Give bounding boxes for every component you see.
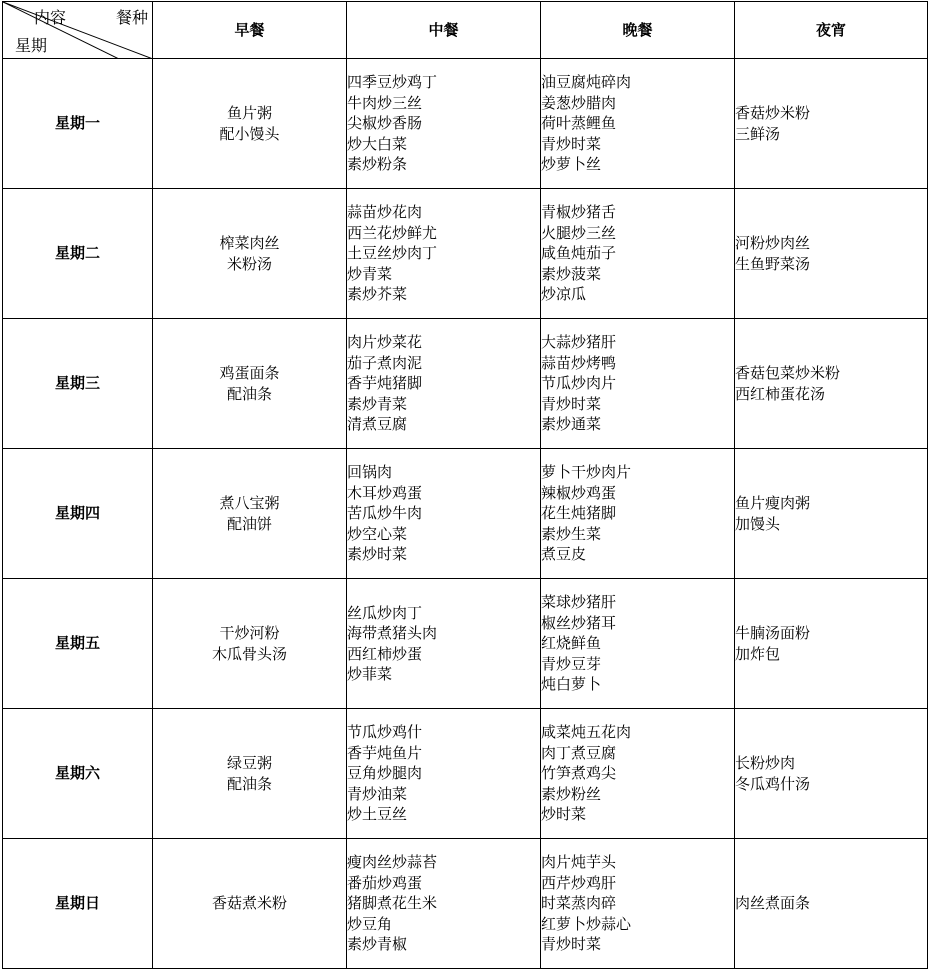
lunch-dish-list bbox=[347, 852, 540, 955]
dish-item: 回锅肉 bbox=[347, 463, 393, 482]
dish-item: 茄子煮肉泥 bbox=[347, 353, 423, 372]
dish-item: 鸡蛋面条 bbox=[219, 364, 280, 382]
dish-item: 素炒芥菜 bbox=[347, 285, 408, 304]
dish-item: 木瓜骨头汤 bbox=[211, 644, 287, 663]
supper-cell bbox=[735, 709, 928, 839]
dish-item: 炒时菜 bbox=[541, 805, 587, 824]
dish-item: 米粉汤 bbox=[226, 254, 272, 273]
dish-item: 清煮豆腐 bbox=[347, 415, 408, 434]
breakfast-cell bbox=[153, 839, 347, 969]
dish-item: 红烧鲜鱼 bbox=[541, 634, 602, 653]
dinner-cell bbox=[541, 579, 735, 709]
dish-item: 香菇包菜炒米粉 bbox=[735, 364, 841, 382]
dish-item: 青炒豆芽 bbox=[541, 654, 602, 673]
dish-item: 鱼片粥 bbox=[226, 104, 272, 122]
dish-item: 素炒通菜 bbox=[541, 415, 602, 434]
breakfast-dish-list bbox=[153, 363, 346, 404]
dinner-dish-list bbox=[541, 332, 734, 435]
dish-item: 鱼片瘦肉粥 bbox=[735, 494, 811, 512]
header-breakfast: 早餐 bbox=[153, 2, 347, 59]
dish-item: 咸鱼炖茄子 bbox=[541, 244, 617, 263]
dish-item: 素炒粉丝 bbox=[541, 784, 602, 803]
weekly-meal-table bbox=[2, 1, 928, 969]
dish-item: 猪脚煮花生米 bbox=[347, 894, 438, 913]
lunch-cell bbox=[347, 709, 541, 839]
table-row bbox=[3, 709, 928, 839]
dish-item: 豆角炒腿肉 bbox=[347, 764, 423, 783]
dish-item: 炒菲菜 bbox=[347, 665, 393, 683]
breakfast-dish-list bbox=[153, 893, 346, 914]
dish-item: 竹笋煮鸡尖 bbox=[541, 764, 617, 783]
weekday-label: 星期日 bbox=[3, 839, 153, 969]
dish-item: 绿豆粥 bbox=[226, 754, 272, 772]
dish-item: 炒土豆丝 bbox=[347, 805, 408, 824]
lunch-cell bbox=[347, 59, 541, 189]
dish-item: 萝卜干炒肉片 bbox=[541, 463, 632, 482]
dish-item: 炒空心菜 bbox=[347, 524, 408, 543]
dish-item: 海带煮猪头肉 bbox=[347, 624, 438, 642]
dish-item: 香芋炖鱼片 bbox=[347, 743, 423, 762]
corner-label-meal-type: 餐种 bbox=[115, 8, 148, 27]
weekday-label: 星期三 bbox=[3, 319, 153, 449]
supper-dish-list bbox=[735, 103, 927, 144]
table-row bbox=[3, 189, 928, 319]
dish-item: 尖椒炒香肠 bbox=[347, 114, 423, 133]
dish-item: 姜葱炒腊肉 bbox=[541, 93, 617, 112]
dinner-cell bbox=[541, 189, 735, 319]
dish-item: 青炒时菜 bbox=[541, 935, 602, 954]
dish-item: 丝瓜炒肉丁 bbox=[347, 603, 423, 622]
dish-item: 配油条 bbox=[226, 384, 272, 403]
supper-cell bbox=[735, 59, 928, 189]
breakfast-cell bbox=[153, 319, 347, 449]
supper-dish-list bbox=[735, 623, 927, 664]
dish-item: 牛腩汤面粉 bbox=[735, 624, 811, 642]
dish-item: 西兰花炒鲜尤 bbox=[347, 223, 438, 242]
dish-item: 节瓜炒鸡什 bbox=[347, 723, 423, 742]
corner-diagonal-header bbox=[3, 2, 153, 59]
dish-item: 荷叶蒸鲤鱼 bbox=[541, 114, 617, 133]
dish-item: 河粉炒肉丝 bbox=[735, 234, 811, 252]
dish-item: 辣椒炒鸡蛋 bbox=[541, 483, 617, 502]
breakfast-dish-list bbox=[153, 493, 346, 534]
lunch-dish-list bbox=[347, 202, 540, 305]
breakfast-cell bbox=[153, 59, 347, 189]
dish-item: 木耳炒鸡蛋 bbox=[347, 483, 423, 502]
dish-item: 三鲜汤 bbox=[735, 124, 781, 143]
breakfast-cell bbox=[153, 579, 347, 709]
dish-item: 节瓜炒肉片 bbox=[541, 374, 617, 393]
dish-item: 加炸包 bbox=[735, 644, 781, 663]
supper-cell bbox=[735, 189, 928, 319]
dish-item: 肉片炒菜花 bbox=[347, 333, 423, 352]
dinner-dish-list bbox=[541, 852, 734, 955]
dish-item: 青炒油菜 bbox=[347, 784, 408, 803]
dish-item: 炒萝卜丝 bbox=[541, 155, 602, 174]
weekday-label: 星期二 bbox=[3, 189, 153, 319]
weekday-label: 星期五 bbox=[3, 579, 153, 709]
dish-item: 青炒时菜 bbox=[541, 134, 602, 153]
supper-dish-list bbox=[735, 363, 927, 404]
dish-item: 咸菜炖五花肉 bbox=[541, 723, 632, 742]
lunch-cell bbox=[347, 319, 541, 449]
breakfast-dish-list bbox=[153, 753, 346, 794]
dish-item: 炒凉瓜 bbox=[541, 285, 587, 304]
dish-item: 素炒时菜 bbox=[347, 545, 408, 564]
lunch-cell bbox=[347, 189, 541, 319]
header-lunch: 中餐 bbox=[347, 2, 541, 59]
weekday-label: 星期六 bbox=[3, 709, 153, 839]
table-row bbox=[3, 59, 928, 189]
supper-cell bbox=[735, 839, 928, 969]
lunch-dish-list bbox=[347, 603, 540, 685]
supper-cell bbox=[735, 319, 928, 449]
dinner-cell bbox=[541, 449, 735, 579]
dish-item: 素炒生菜 bbox=[541, 524, 602, 543]
dinner-cell bbox=[541, 709, 735, 839]
dish-item: 蒜苗炒花肉 bbox=[347, 203, 423, 222]
lunch-dish-list bbox=[347, 332, 540, 435]
dinner-dish-list bbox=[541, 592, 734, 695]
dish-item: 西芹炒鸡肝 bbox=[541, 873, 617, 892]
dish-item: 配油饼 bbox=[226, 514, 272, 533]
table-row bbox=[3, 579, 928, 709]
dish-item: 油豆腐炖碎肉 bbox=[541, 73, 632, 92]
dinner-cell bbox=[541, 839, 735, 969]
dish-item: 土豆丝炒肉丁 bbox=[347, 244, 438, 263]
dish-item: 长粉炒肉 bbox=[735, 754, 796, 772]
meal-table-body bbox=[3, 59, 928, 969]
dinner-dish-list bbox=[541, 462, 734, 565]
dish-item: 肉片炖芋头 bbox=[541, 853, 617, 872]
dinner-dish-list bbox=[541, 202, 734, 305]
table-row bbox=[3, 319, 928, 449]
dish-item: 菜球炒猪肝 bbox=[541, 593, 617, 612]
dish-item: 炖白萝卜 bbox=[541, 675, 602, 694]
table-row bbox=[3, 839, 928, 969]
dish-item: 青椒炒猪舌 bbox=[541, 203, 617, 222]
dish-item: 火腿炒三丝 bbox=[541, 223, 617, 242]
dish-item: 花生炖猪脚 bbox=[541, 504, 617, 523]
dish-item: 炒大白菜 bbox=[347, 134, 408, 153]
breakfast-cell bbox=[153, 449, 347, 579]
dish-item: 香菇煮米粉 bbox=[211, 894, 287, 913]
weekday-label: 星期一 bbox=[3, 59, 153, 189]
breakfast-dish-list bbox=[153, 233, 346, 274]
dish-item: 炒豆角 bbox=[347, 914, 393, 933]
dish-item: 素炒粉条 bbox=[347, 155, 408, 174]
dish-item: 素炒菠菜 bbox=[541, 264, 602, 283]
dish-item: 干炒河粉 bbox=[219, 624, 280, 642]
dish-item: 瘦肉丝炒蒜苔 bbox=[347, 853, 438, 872]
dish-item: 榨菜肉丝 bbox=[219, 234, 280, 252]
dish-item: 牛肉炒三丝 bbox=[347, 93, 423, 112]
header-supper: 夜宵 bbox=[735, 2, 928, 59]
weekday-label: 星期四 bbox=[3, 449, 153, 579]
dish-item: 生鱼野菜汤 bbox=[735, 254, 811, 273]
breakfast-dish-list bbox=[153, 623, 346, 664]
lunch-dish-list bbox=[347, 72, 540, 175]
supper-cell bbox=[735, 449, 928, 579]
dish-item: 蒜苗炒烤鸭 bbox=[541, 353, 617, 372]
lunch-dish-list bbox=[347, 462, 540, 565]
dish-item: 时菜蒸肉碎 bbox=[541, 894, 617, 913]
dish-item: 红萝卜炒蒜心 bbox=[541, 914, 632, 933]
table-row bbox=[3, 449, 928, 579]
dish-item: 香菇炒米粉 bbox=[735, 104, 811, 122]
breakfast-dish-list bbox=[153, 103, 346, 144]
dish-item: 肉丝煮面条 bbox=[735, 894, 811, 913]
breakfast-cell bbox=[153, 709, 347, 839]
dish-item: 肉丁煮豆腐 bbox=[541, 743, 617, 762]
lunch-cell bbox=[347, 839, 541, 969]
dish-item: 素炒青椒 bbox=[347, 935, 408, 954]
supper-dish-list bbox=[735, 753, 927, 794]
breakfast-cell bbox=[153, 189, 347, 319]
dish-item: 炒青菜 bbox=[347, 264, 393, 283]
corner-label-weekday: 星期 bbox=[15, 36, 48, 55]
dish-item: 煮豆皮 bbox=[541, 545, 587, 564]
supper-dish-list bbox=[735, 893, 927, 914]
dish-item: 西红柿炒蛋 bbox=[347, 644, 423, 663]
dish-item: 煮八宝粥 bbox=[219, 494, 280, 512]
supper-dish-list bbox=[735, 233, 927, 274]
dish-item: 配油条 bbox=[226, 774, 272, 793]
dish-item: 西红柿蛋花汤 bbox=[735, 384, 826, 403]
dish-item: 大蒜炒猪肝 bbox=[541, 333, 617, 352]
supper-dish-list bbox=[735, 493, 927, 534]
dish-item: 苦瓜炒牛肉 bbox=[347, 504, 423, 523]
dinner-cell bbox=[541, 59, 735, 189]
dinner-dish-list bbox=[541, 72, 734, 175]
dish-item: 四季豆炒鸡丁 bbox=[347, 73, 438, 92]
dish-item: 香芋炖猪脚 bbox=[347, 374, 423, 393]
header-dinner: 晚餐 bbox=[541, 2, 735, 59]
dish-item: 椒丝炒猪耳 bbox=[541, 613, 617, 632]
dish-item: 冬瓜鸡什汤 bbox=[735, 774, 811, 793]
dinner-dish-list bbox=[541, 722, 734, 825]
lunch-dish-list bbox=[347, 722, 540, 825]
corner-label-content: 内容 bbox=[34, 8, 67, 27]
lunch-cell bbox=[347, 449, 541, 579]
dinner-cell bbox=[541, 319, 735, 449]
dish-item: 素炒青菜 bbox=[347, 394, 408, 413]
lunch-cell bbox=[347, 579, 541, 709]
dish-item: 配小馒头 bbox=[219, 124, 280, 143]
dish-item: 番茄炒鸡蛋 bbox=[347, 873, 423, 892]
dish-item: 加馒头 bbox=[735, 514, 781, 533]
supper-cell bbox=[735, 579, 928, 709]
header-row bbox=[3, 2, 928, 59]
dish-item: 青炒时菜 bbox=[541, 394, 602, 413]
